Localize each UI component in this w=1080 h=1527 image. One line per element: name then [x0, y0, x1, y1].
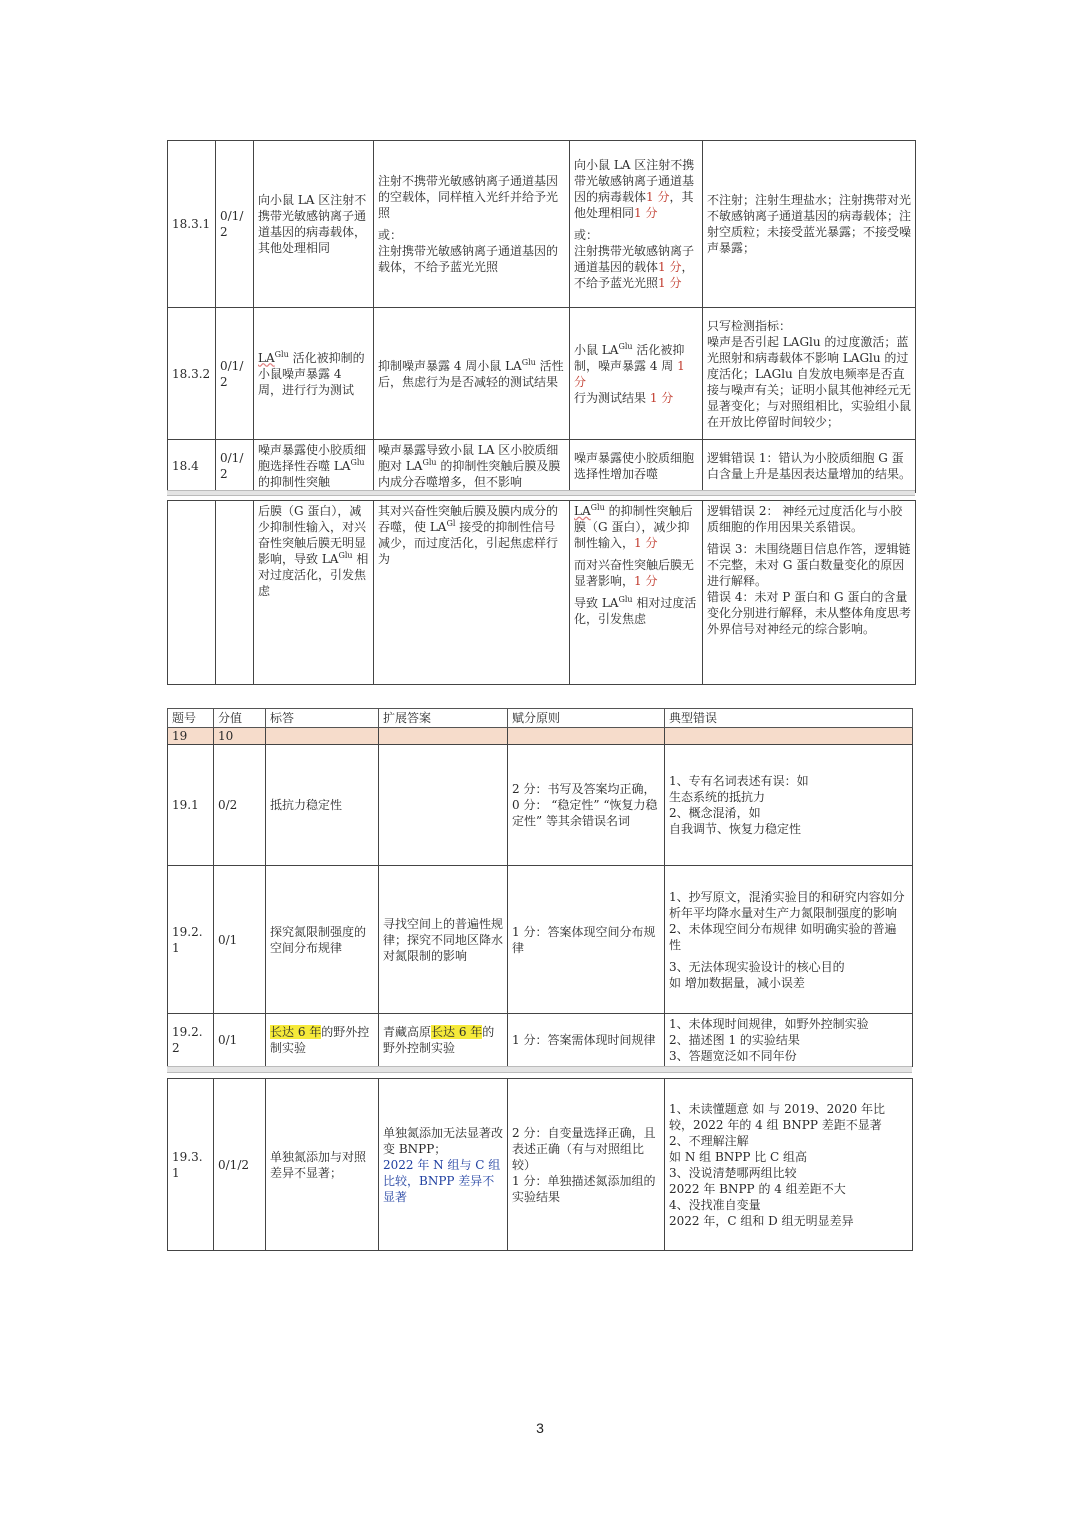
q18-table-continued — [167, 500, 916, 685]
error-item: 1、未读懂题意 如 与 2019、2020 年比较，2022 年的 4 组 BNPP 差距不显著 — [669, 1101, 885, 1132]
standard-answer: 抵抗力稳定性 — [266, 745, 379, 866]
total-score: 10 — [214, 728, 266, 745]
extended-or: 或： — [378, 228, 403, 242]
error-item: 逻辑错误 2： 神经元过度活化与小胶质细胞的作用因果关系错误。 — [707, 504, 903, 534]
highlighted-text: 长达 6 年 — [431, 1025, 483, 1039]
scoring-principle: 1 分：答案需体现时间规律 — [508, 1014, 665, 1067]
score-range: 0/1/2 — [214, 1079, 266, 1251]
error-item: 自我调节、恢复力稳定性 — [669, 822, 802, 836]
error-item: 3、答题宽泛如不同年份 — [669, 1049, 797, 1063]
table-header-row — [168, 709, 913, 728]
answer-text: 活性后，焦虑行为是否减轻的测试结果 — [378, 358, 564, 389]
standard-answer: 向小鼠 LA 区注射不携带光敏感钠离子通道基因的病毒载体，其他处理相同 — [254, 141, 374, 308]
error-item: 2022 年 BNPP 的 4 组差距不大 — [669, 1181, 846, 1196]
error-item: 1、未体现时间规律，如野外控制实验 — [669, 1017, 869, 1031]
score-range: 0/1/2 — [216, 141, 254, 308]
table-row — [168, 1014, 913, 1067]
principle-or: 或： — [574, 228, 599, 242]
question-id: 18.3.2 — [168, 308, 216, 440]
question-id: 19.2.2 — [168, 1014, 214, 1067]
column-header: 题号 — [168, 709, 214, 728]
column-header: 赋分原则 — [508, 709, 665, 728]
error-item: 如 N 组 BNPP 比 C 组高 — [669, 1149, 808, 1164]
answer-text: 单独氮添加无法显著改变 BNPP； — [383, 1125, 504, 1156]
error-item: 错误 3：未围绕题目信息作答，逻辑链不完整，未对 G 蛋白数量变化的原因进行解释。 — [707, 542, 911, 588]
page-break-divider — [167, 490, 915, 496]
error-item: 2022 年，C 组和 D 组无明显差异 — [669, 1213, 854, 1228]
question-id: 19.3.1 — [168, 1079, 214, 1251]
error-item: 3、无法体现实验设计的核心目的 — [669, 959, 845, 974]
q19-table-continued — [167, 1078, 913, 1251]
empty-cell — [665, 728, 913, 745]
typical-errors — [703, 501, 916, 685]
error-item: 2、未体现空间分布规律 如明确实验的普遍性 — [669, 921, 897, 952]
answer-text: 噪声暴露导致小鼠 LA 区小胶质细胞对 LA — [378, 443, 559, 473]
question-total-row — [168, 728, 913, 745]
typical-errors — [665, 1079, 913, 1251]
extended-answer — [374, 308, 570, 440]
scoring-principle: 2 分：书写及答案均正确，0 分： “稳定性” “恢复力稳定性” 等其余错误名词 — [508, 745, 665, 866]
principle-text: 的抑制性突触后膜（G 蛋白），减少抑制性输入， — [574, 504, 693, 550]
principle-line — [574, 557, 698, 589]
principle-text: 导致 LA — [574, 596, 619, 610]
table-row — [168, 440, 916, 493]
extended-answer — [374, 440, 570, 493]
table-row — [168, 866, 913, 1014]
column-header: 扩展答案 — [379, 709, 508, 728]
scoring-principle — [570, 501, 703, 685]
extended-answer: 寻找空间上的普遍性规律；探究不同地区降水对氮限制的影响 — [379, 866, 508, 1014]
answer-text: 的野外控制实验 — [383, 1025, 495, 1055]
typical-errors: 逻辑错误 1：错认为小胶质细胞 G 蛋白含量上升是基因表达量增加的结果。 — [703, 440, 916, 493]
error-item: 3、没说清楚哪两组比较 — [669, 1165, 797, 1180]
principle-text: 活化被抑制，噪声暴露 4 周 — [574, 342, 685, 373]
error-item: 4、没找准自变量 — [669, 1197, 761, 1212]
q19-table — [167, 708, 913, 1067]
term-sup: Glu — [274, 349, 289, 359]
term-la: LA — [574, 504, 591, 518]
extended-answer-1: 注射不携带光敏感钠离子通道基因的空载体，同样植入光纤并给予光照 — [378, 174, 559, 220]
score-mark: 1 分 — [649, 390, 674, 405]
empty-cell — [266, 728, 379, 745]
score-range: 0/1/2 — [216, 308, 254, 440]
typical-errors — [665, 745, 913, 866]
extended-answer — [379, 745, 508, 866]
answer-text: 的抑制性突触 — [258, 475, 331, 489]
extended-answer — [374, 501, 570, 685]
error-item: 1、抄写原文，混淆实验目的和研究内容如分析年平均降水量对生产力氮限制强度的影响 — [669, 889, 905, 920]
typical-errors — [665, 1014, 913, 1067]
scoring-principle — [570, 141, 703, 308]
term-la: LA — [258, 350, 275, 365]
answer-text: 相对过度活化，引发焦虑 — [258, 552, 369, 598]
standard-answer — [266, 1014, 379, 1067]
score-mark: 1 分 — [634, 536, 658, 550]
column-header: 典型错误 — [665, 709, 913, 728]
errors-body: 噪声是否引起 LAGlu 的过度激活；蓝光照射和病毒载体不影响 LAGlu 的过度活化；LAGlu 自发放电频率是否直接与噪声有关；证明小鼠其他神经元无显著变化；与对照组相比，实验组小鼠在开放比停留时间较少； — [707, 334, 912, 429]
principle-text: 行为测试结果 — [574, 390, 647, 405]
error-item: 错误 4：未对 P 蛋白和 G 蛋白的含量变化分别进行解释，未从整体角度思考外界信号对神经元的综合影响。 — [707, 590, 912, 636]
principle-text: 而对兴奋性突触后膜无显著影响， — [574, 558, 695, 588]
score-range: 0/2 — [214, 745, 266, 866]
column-header: 分值 — [214, 709, 266, 728]
answer-text: 的抑制性突触后膜及膜内成分吞噬增多，但不影响 — [378, 459, 561, 489]
table-row — [168, 745, 913, 866]
question-id: 18.3.1 — [168, 141, 216, 308]
scoring-principle — [508, 1079, 665, 1251]
highlighted-text: 长达 6 年 — [270, 1025, 322, 1039]
table-row — [168, 141, 916, 308]
principle-text: 2 分：自变量选择正确，且表述正确（有与对照组比较） — [512, 1125, 656, 1172]
score-mark: 1 分 — [646, 190, 670, 204]
principle-text: ，不给予蓝光光照 — [574, 260, 694, 290]
answer-text: 活化被抑制的小鼠噪声暴露 4 周，进行行为测试 — [258, 350, 365, 397]
score-mark: 1 分 — [634, 206, 658, 220]
score-mark: 1 分 — [658, 260, 682, 274]
question-id: 18.4 — [168, 440, 216, 493]
standard-answer — [254, 308, 374, 440]
principle-text: 相对过度活化，引发焦虑 — [574, 596, 697, 626]
extended-answer-2: 注射携带光敏感钠离子通道基因的载体，不给予蓝光光照 — [378, 244, 559, 274]
term-sup: Glu — [521, 357, 536, 367]
principle-line — [574, 595, 698, 627]
answer-text: 噪声暴露使小胶质细胞选择性吞噬 LA — [258, 443, 367, 473]
term-sup: Glu — [422, 458, 437, 467]
standard-answer — [254, 440, 374, 493]
principle-text: 1 分：单独描述氮添加组的实验结果 — [512, 1173, 656, 1204]
score-mark: 1 分 — [574, 358, 685, 389]
principle-text: 向小鼠 LA 区注射不携带光敏感钠离子通道基因的病毒载体 — [574, 158, 695, 204]
page-number: 3 — [536, 1420, 544, 1436]
score-mark: 1 分 — [634, 574, 658, 588]
error-item: 2、不理解注解 — [669, 1133, 749, 1148]
answer-text: 其对兴奋性突触后膜及膜内成分的吞噬，使 LA — [378, 504, 559, 534]
scoring-principle: 1 分：答案体现空间分布规律 — [508, 866, 665, 1014]
table-row — [168, 501, 916, 685]
question-id: 19.1 — [168, 745, 214, 866]
score-range: 0/1 — [214, 866, 266, 1014]
column-header: 标答 — [266, 709, 379, 728]
standard-answer: 探究氮限制强度的空间分布规律 — [266, 866, 379, 1014]
scoring-principle — [570, 308, 703, 440]
score-range — [216, 501, 254, 685]
answer-text: 接受的抑制性信号减少，而过度活化，引起焦虑样行为 — [378, 520, 559, 566]
error-item: 生态系统的抵抗力 — [669, 790, 766, 804]
typical-errors — [703, 308, 916, 440]
term-sup: Glu — [350, 458, 365, 467]
term-sup: Glu — [618, 595, 633, 604]
q18-table — [167, 140, 916, 493]
principle-text: 注射携带光敏感钠离子通道基因的载体 — [574, 244, 695, 274]
answer-text: 青藏高原 — [383, 1025, 432, 1039]
answer-text: 2022 年 N 组与 C 组比较，BNPP 差异不显著 — [383, 1157, 501, 1204]
answer-text: 抑制噪声暴露 4 周小鼠 LA — [378, 358, 522, 373]
typical-errors: 不注射；注射生理盐水；注射携带对光不敏感钠离子通道基因的病毒载体；注射空质粒；未接受蓝光暴露；不接受噪声暴露； — [703, 141, 916, 308]
principle-text: ，其他处理相同 — [574, 190, 694, 220]
errors-title: 只写检测指标： — [707, 318, 792, 333]
question-id: 19.2.1 — [168, 866, 214, 1014]
term-sup: Glu — [590, 503, 605, 512]
term-sup: Glu — [338, 551, 353, 560]
question-id — [168, 501, 216, 685]
scoring-principle: 噪声暴露使小胶质细胞选择性增加吞噬 — [570, 440, 703, 493]
principle-text: 小鼠 LA — [574, 342, 619, 357]
extended-answer — [379, 1079, 508, 1251]
question-id: 19 — [168, 728, 214, 745]
empty-cell — [508, 728, 665, 745]
extended-answer — [379, 1014, 508, 1067]
error-item: 如 增加数据量，减小误差 — [669, 975, 805, 990]
page-break-divider — [167, 1066, 912, 1073]
standard-answer: 单独氮添加与对照差异不显著； — [266, 1079, 379, 1251]
table-row — [168, 1079, 913, 1251]
extended-answer — [374, 141, 570, 308]
empty-cell — [379, 728, 508, 745]
standard-answer — [254, 501, 374, 685]
score-range: 0/1 — [214, 1014, 266, 1067]
score-range: 0/1/2 — [216, 440, 254, 493]
typical-errors — [665, 866, 913, 1014]
error-item: 1、专有名词表述有误：如 — [669, 774, 809, 788]
score-mark: 1 分 — [658, 276, 682, 290]
answer-text: 的野外控制实验 — [270, 1025, 370, 1055]
term-sup: Gl — [446, 519, 456, 528]
error-item: 2、描述图 1 的实验结果 — [669, 1033, 800, 1047]
error-item: 2、概念混淆，如 — [669, 806, 761, 820]
term-sup: Glu — [618, 341, 633, 351]
answer-text: 后膜（G 蛋白），减少抑制性输入，对兴奋性突触后膜无明显影响，导致 LA — [258, 504, 367, 566]
table-row — [168, 308, 916, 440]
